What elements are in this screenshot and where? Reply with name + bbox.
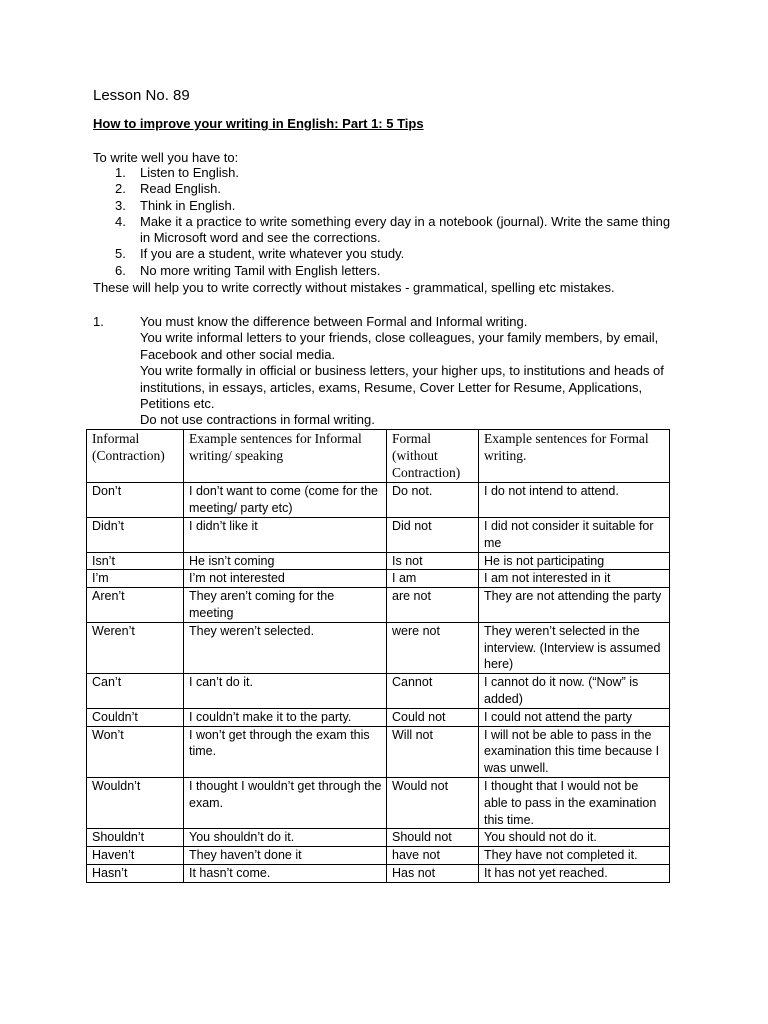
formal-example-cell: I thought that I would not be able to pass in the examination this time. — [479, 777, 670, 828]
summary-text: These will help you to write correctly without mistakes - grammatical, spelling etc mistakes. — [93, 280, 615, 295]
formal-cell: Could not — [387, 708, 479, 726]
point-1 — [93, 314, 683, 429]
formal-cell: have not — [387, 847, 479, 865]
formal-example-cell: I could not attend the party — [479, 708, 670, 726]
tip-item — [93, 165, 673, 181]
header-informal-examples: Example sentences for Informal writing/ speaking — [184, 430, 387, 483]
informal-example-cell: I’m not interested — [184, 570, 387, 588]
formal-cell: Did not — [387, 517, 479, 552]
table-row — [87, 864, 670, 882]
table-body — [87, 483, 670, 882]
formal-cell: Would not — [387, 777, 479, 828]
informal-example-cell: They haven’t done it — [184, 847, 387, 865]
informal-example-cell: They weren’t selected. — [184, 622, 387, 673]
formal-example-cell: He is not participating — [479, 552, 670, 570]
header-formal: Formal (without Contraction) — [387, 430, 479, 483]
informal-cell: Can’t — [87, 674, 184, 709]
informal-example-cell: I don’t want to come (come for the meeting/ party etc) — [184, 483, 387, 518]
informal-example-cell: I can’t do it. — [184, 674, 387, 709]
informal-example-cell: It hasn’t come. — [184, 864, 387, 882]
tip-number: 1. — [115, 165, 126, 180]
informal-example-cell: You shouldn’t do it. — [184, 829, 387, 847]
formal-cell: Should not — [387, 829, 479, 847]
table-row — [87, 570, 670, 588]
lesson-title: How to improve your writing in English: Part 1: 5 Tips — [93, 116, 424, 131]
informal-example-cell: I couldn’t make it to the party. — [184, 708, 387, 726]
informal-cell: Weren’t — [87, 622, 184, 673]
tip-number: 6. — [115, 262, 126, 278]
formal-example-cell: I did not consider it suitable for me — [479, 517, 670, 552]
formal-example-cell: I am not interested in it — [479, 570, 670, 588]
formal-cell: Has not — [387, 864, 479, 882]
formal-cell: I am — [387, 570, 479, 588]
informal-cell: Won’t — [87, 726, 184, 777]
formal-cell: Do not. — [387, 483, 479, 518]
table-row — [87, 552, 670, 570]
tip-text: Listen to English. — [140, 165, 240, 180]
point-line: You write informal letters to your friends, close colleagues, your family members, by email, Facebook and other social media. — [140, 330, 659, 362]
table-row — [87, 588, 670, 623]
header-formal-examples: Example sentences for Formal writing. — [479, 430, 670, 483]
table-row — [87, 708, 670, 726]
table-row — [87, 517, 670, 552]
point-number: 1. — [93, 314, 104, 329]
formal-example-cell: I cannot do it now. (“Now” is added) — [479, 674, 670, 709]
formal-cell: Is not — [387, 552, 479, 570]
point-body — [140, 314, 683, 429]
tip-number: 2. — [115, 181, 126, 197]
table-row — [87, 483, 670, 518]
table-row — [87, 829, 670, 847]
table-header-row — [87, 430, 670, 483]
formal-example-cell: You should not do it. — [479, 829, 670, 847]
formal-cell: Cannot — [387, 674, 479, 709]
tips-list — [93, 165, 673, 279]
tip-text: If you are a student, write whatever you study. — [140, 246, 405, 262]
tip-number: 3. — [115, 197, 126, 213]
table-row — [87, 726, 670, 777]
informal-example-cell: I won’t get through the exam this time. — [184, 726, 387, 777]
tip-item — [93, 181, 673, 197]
table-row — [87, 847, 670, 865]
point-line: You write formally in official or business letters, your higher ups, to institutions and heads of institutions, in essays, articles, exams, Resume, Cover Letter for Resume, Applications, Petitions etc. — [140, 363, 664, 412]
informal-example-cell: They aren’t coming for the meeting — [184, 588, 387, 623]
informal-cell: Isn’t — [87, 552, 184, 570]
point-line: You must know the difference between Formal and Informal writing. — [140, 314, 528, 329]
table-row — [87, 622, 670, 673]
header-informal: Informal (Contraction) — [87, 430, 184, 483]
lesson-number: Lesson No. 89 — [93, 87, 190, 104]
informal-example-cell: He isn’t coming — [184, 552, 387, 570]
formal-example-cell: I will not be able to pass in the examination this time because I was unwell. — [479, 726, 670, 777]
tip-text: Think in English. — [140, 197, 236, 213]
informal-cell: Didn’t — [87, 517, 184, 552]
tip-item — [93, 263, 673, 279]
intro-text: To write well you have to: — [93, 150, 239, 165]
formal-example-cell: They have not completed it. — [479, 847, 670, 865]
formal-example-cell: I do not intend to attend. — [479, 483, 670, 518]
informal-example-cell: I thought I wouldn’t get through the exam. — [184, 777, 387, 828]
formal-cell: are not — [387, 588, 479, 623]
informal-cell: Don’t — [87, 483, 184, 518]
tip-number: 4. — [115, 213, 126, 229]
informal-cell: Shouldn’t — [87, 829, 184, 847]
tip-text: Read English. — [140, 181, 221, 197]
informal-cell: Haven’t — [87, 847, 184, 865]
formal-example-cell: They are not attending the party — [479, 588, 670, 623]
informal-cell: Aren’t — [87, 588, 184, 623]
informal-cell: Hasn’t — [87, 864, 184, 882]
informal-example-cell: I didn’t like it — [184, 517, 387, 552]
informal-cell: Couldn’t — [87, 708, 184, 726]
formal-example-cell: They weren’t selected in the interview. (Interview is assumed here) — [479, 622, 670, 673]
formal-cell: were not — [387, 622, 479, 673]
informal-cell: I’m — [87, 570, 184, 588]
table-row — [87, 777, 670, 828]
informal-cell: Wouldn’t — [87, 777, 184, 828]
tip-item — [93, 214, 673, 247]
tip-text: No more writing Tamil with English letters. — [140, 262, 381, 278]
formal-cell: Will not — [387, 726, 479, 777]
formal-example-cell: It has not yet reached. — [479, 864, 670, 882]
tip-number: 5. — [115, 246, 126, 262]
tip-item — [93, 198, 673, 214]
point-line: Do not use contractions in formal writing. — [140, 412, 375, 428]
contractions-table — [86, 429, 670, 883]
tip-item — [93, 246, 673, 262]
tip-text: Make it a practice to write something every day in a notebook (journal). Write the same thing in Microsoft word and see the corrections. — [140, 213, 671, 246]
table-row — [87, 674, 670, 709]
